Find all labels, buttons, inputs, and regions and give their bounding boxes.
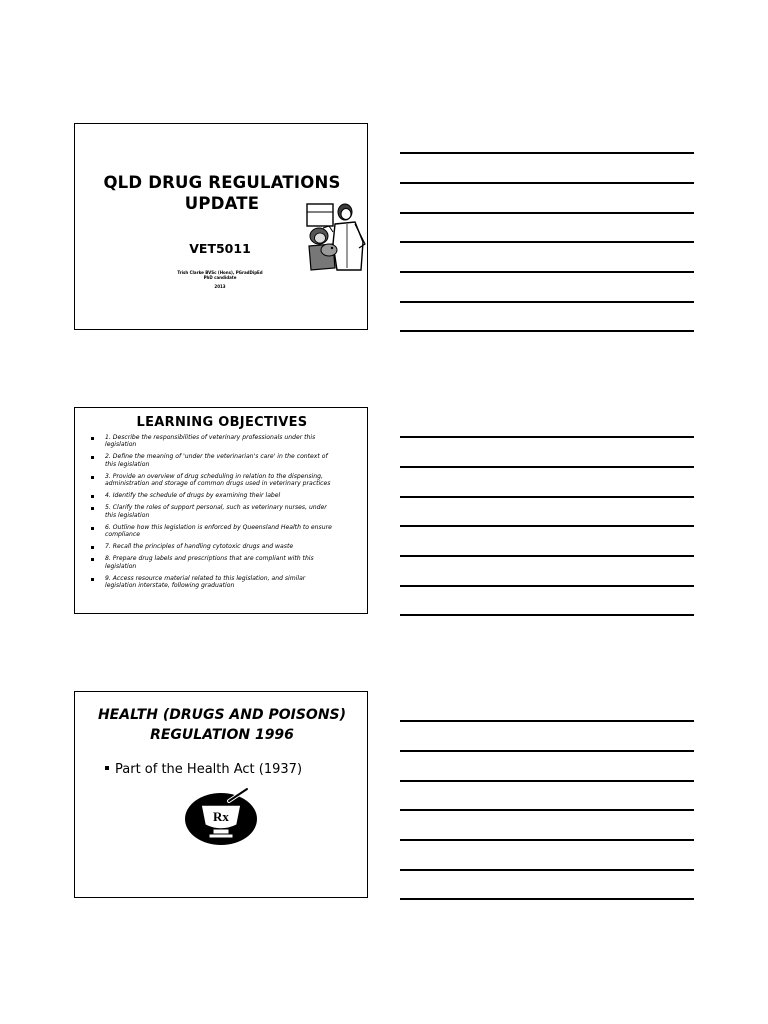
slide-title: QLD DRUG REGULATIONS UPDATE — [103, 173, 341, 213]
list-item: Part of the Health Act (1937) — [105, 758, 302, 777]
course-code: VET5011 — [189, 241, 251, 256]
note-line — [400, 839, 694, 841]
list-item: 5. Clarify the roles of support personal, such as veterinary nurses, under this legislation — [89, 504, 359, 518]
slide-title: HEALTH (DRUGS AND POISONS) REGULATION 1996 — [97, 707, 347, 743]
list-item: 3. Provide an overview of drug scheduling in relation to the dispensing, administration and storage of common drugs used in veterinary practices — [89, 473, 359, 487]
bullet-icon — [91, 578, 94, 581]
list-item: 8. Prepare drug labels and prescriptions that are compliant with this legislation — [89, 555, 359, 569]
bullet-icon — [91, 507, 94, 510]
mortar-pestle-rx-icon — [183, 785, 261, 849]
bullet-icon — [91, 527, 94, 530]
list-item: 4. Identify the schedule of drugs by examining their label — [89, 492, 359, 499]
list-item: 7. Recall the principles of handling cytotoxic drugs and waste — [89, 543, 359, 550]
note-line — [400, 614, 694, 616]
note-line — [400, 898, 694, 900]
note-line — [400, 585, 694, 587]
author-credit: Trish Clarke BVSc (Hons), PGradDipEd PhD candidate — [177, 270, 263, 280]
note-line — [400, 436, 694, 438]
bullet-icon — [91, 456, 94, 459]
note-line — [400, 212, 694, 214]
note-line — [400, 466, 694, 468]
list-item: 6. Outline how this legislation is enforced by Queensland Health to ensure compliance — [89, 524, 359, 538]
bullet-icon — [91, 546, 94, 549]
notes-lines-slide1 — [400, 152, 694, 332]
note-line — [400, 241, 694, 243]
note-line — [400, 869, 694, 871]
rx-label: Rx — [213, 809, 229, 824]
note-line — [400, 555, 694, 557]
note-line — [400, 182, 694, 184]
list-item: 9. Access resource material related to this legislation, and similar legislation interstate, following graduation — [89, 575, 359, 589]
slide-learning-objectives — [74, 407, 368, 614]
note-line — [400, 271, 694, 273]
slide-title: LEARNING OBJECTIVES — [136, 415, 308, 430]
bullet-icon — [91, 558, 94, 561]
note-line — [400, 809, 694, 811]
note-line — [400, 152, 694, 154]
veterinarian-with-dog-icon — [303, 198, 368, 272]
presentation-year: 2013 — [214, 284, 226, 289]
bullet-icon — [91, 476, 94, 479]
note-line — [400, 750, 694, 752]
note-line — [400, 525, 694, 527]
notes-lines-slide2 — [400, 436, 694, 616]
note-line — [400, 301, 694, 303]
list-item: 1. Describe the responsibilities of veterinary professionals under this legislation — [89, 434, 359, 448]
note-line — [400, 330, 694, 332]
note-line — [400, 780, 694, 782]
note-line — [400, 496, 694, 498]
note-line — [400, 720, 694, 722]
slide-title-update — [74, 123, 368, 330]
bullet-icon — [91, 495, 94, 498]
notes-lines-slide3 — [400, 720, 694, 900]
list-item: 2. Define the meaning of 'under the veterinarian's care' in the context of this legislation — [89, 453, 359, 467]
bullet-icon — [91, 437, 94, 440]
objectives-list — [89, 434, 359, 594]
slide-health-regulation — [74, 691, 368, 898]
bullet-icon — [105, 766, 109, 770]
